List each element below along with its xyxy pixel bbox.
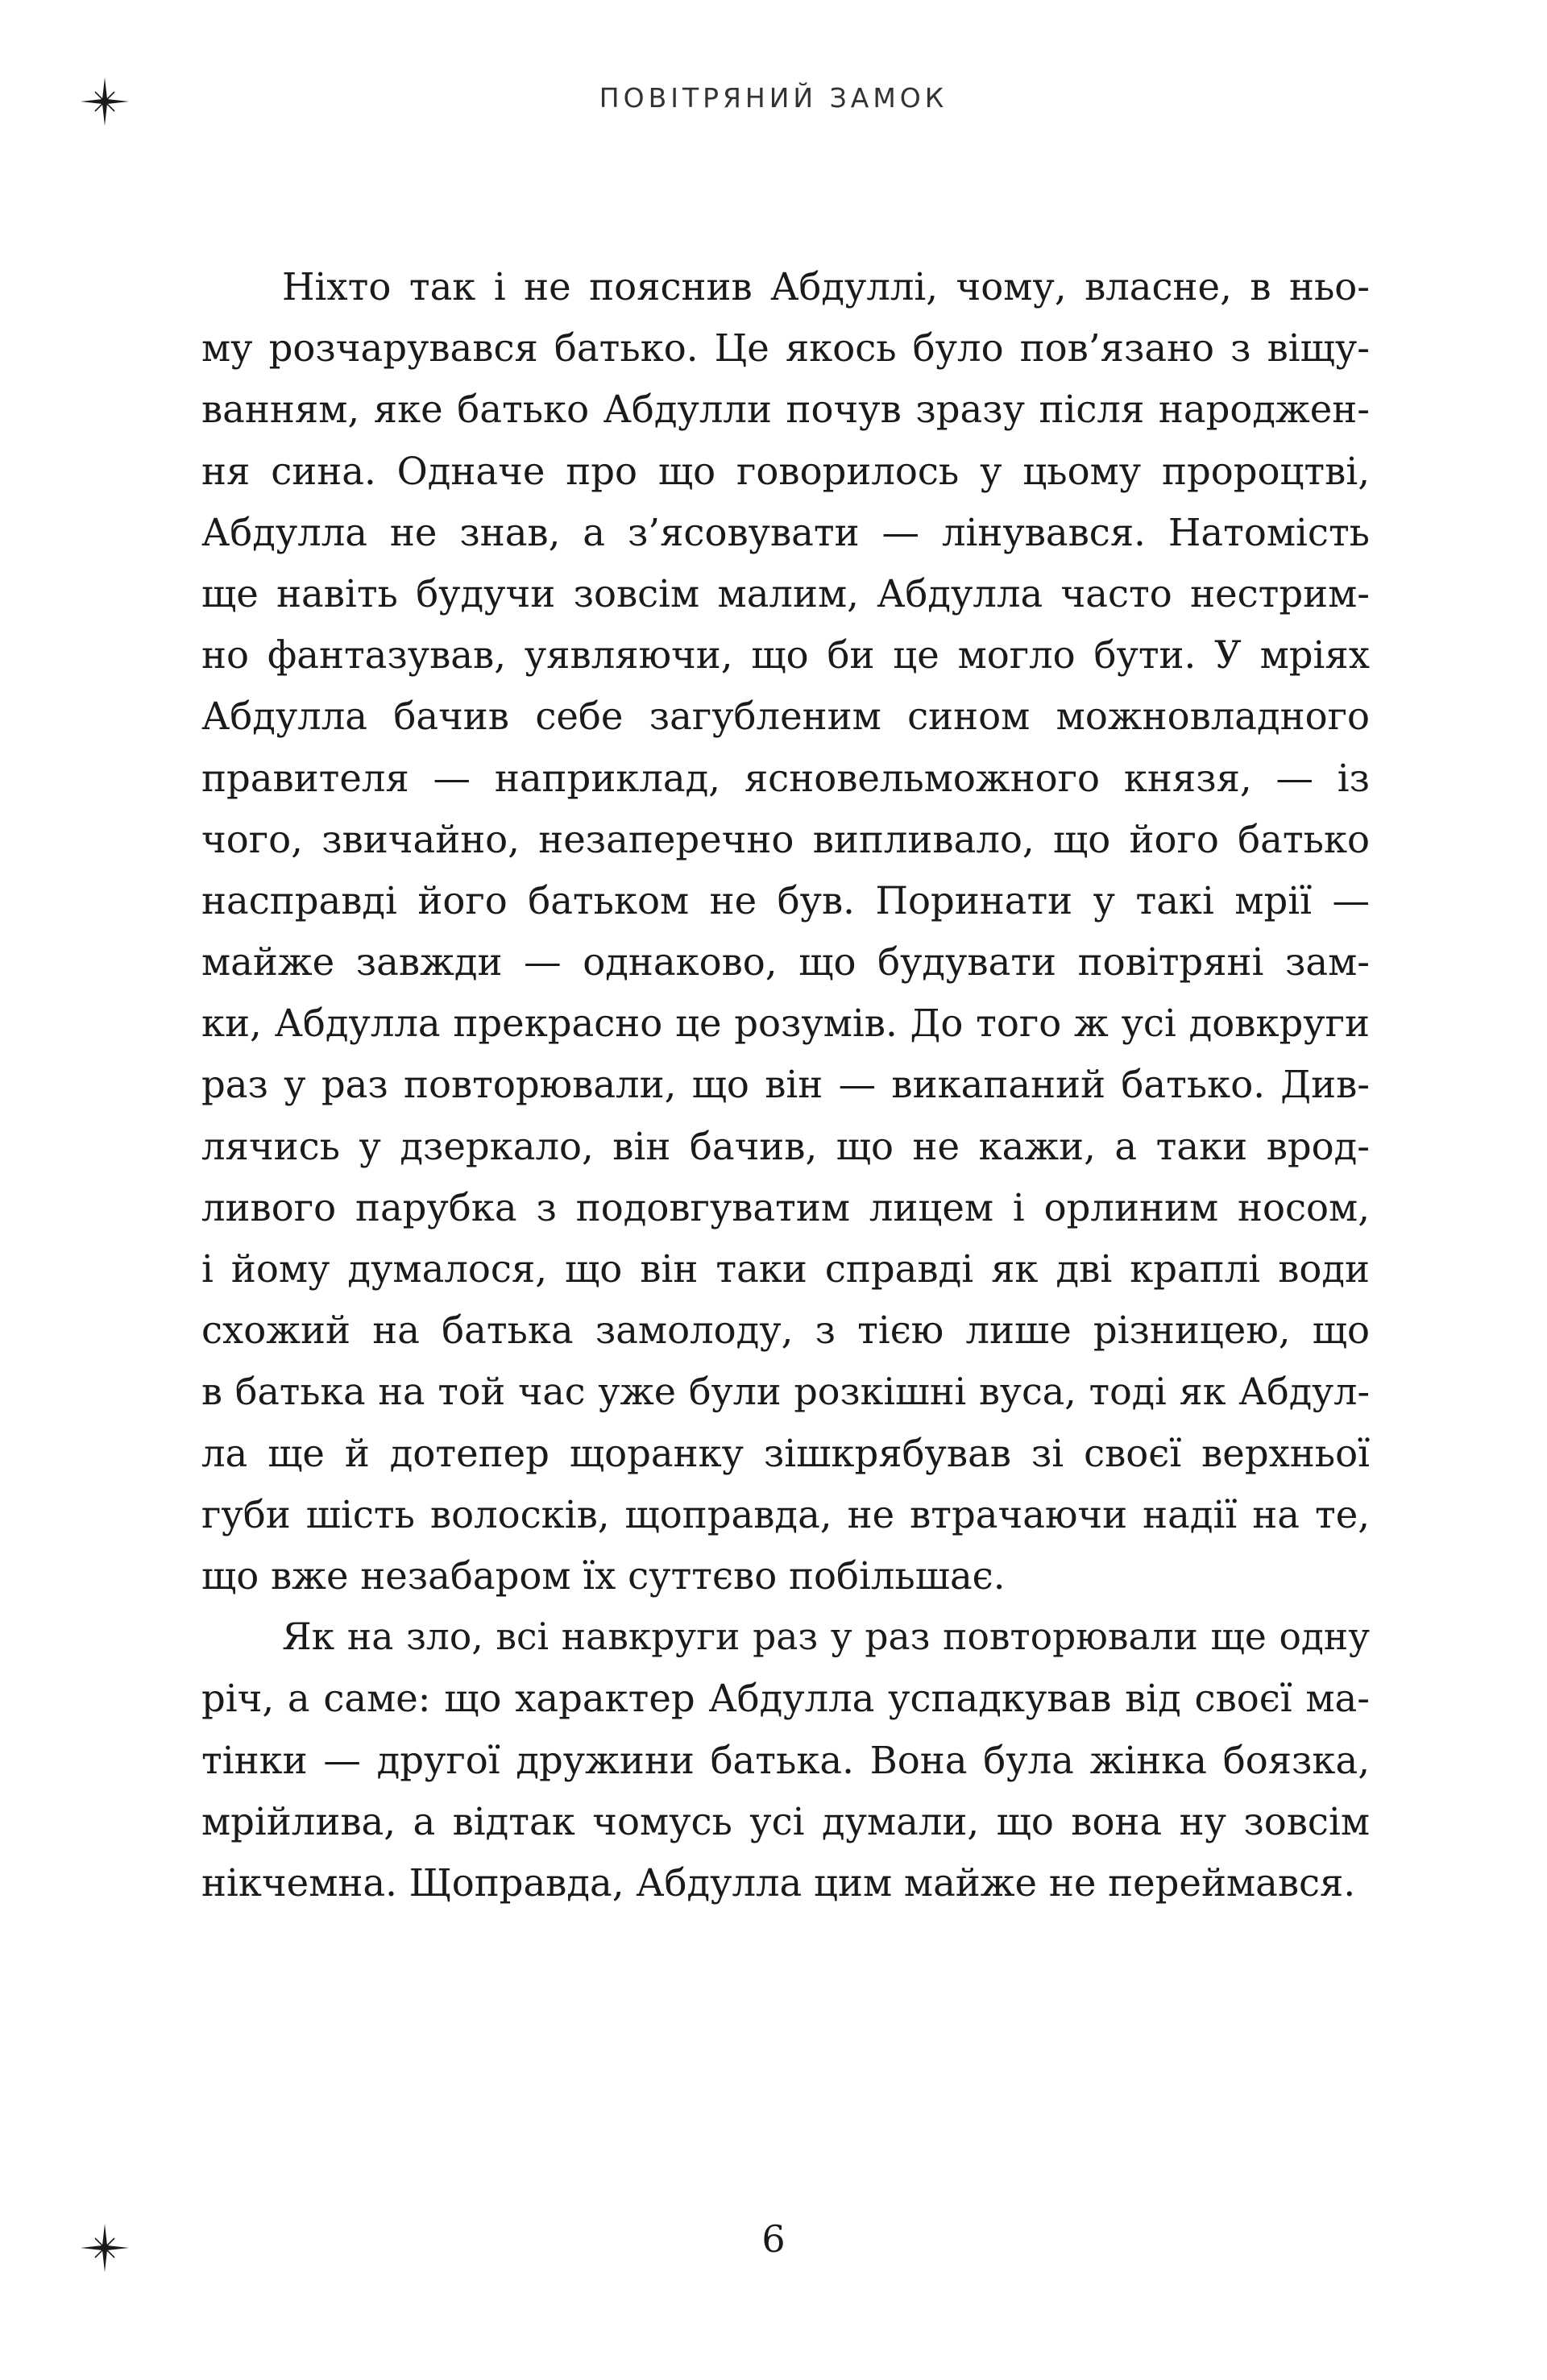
text-line: Ніхто так і не пояснив Абдуллі, чому, власне, в ньо-: [282, 265, 1370, 309]
paragraph-1: [201, 256, 1370, 1607]
text-line: насправді його батьком не був. Поринати у такі мрії —: [201, 878, 1370, 923]
text-line: річ, а саме: що характер Абдулла успадкував від своєї ма-: [201, 1677, 1370, 1721]
text-line: чого, звичайно, незаперечно випливало, що його батько: [201, 817, 1370, 861]
text-line: ки, Абдулла прекрасно це розумів. До того ж усі довкруги: [201, 1001, 1370, 1046]
body-text: [201, 256, 1370, 1914]
text-line: в батька на той час уже були розкішні вуса, тоді як Абдул-: [201, 1370, 1370, 1414]
text-line: ливого парубка з подовгуватим лицем і орлиним носом,: [201, 1185, 1370, 1229]
text-line: ла ще й дотепер щоранку зішкрябував зі своєї верхньої: [201, 1431, 1370, 1475]
text-line: схожий на батька замолоду, з тією лише різницею, що: [201, 1308, 1370, 1353]
text-line: і йому думалося, що він таки справді як дві краплі води: [201, 1247, 1370, 1291]
text-line: раз у раз повторювали, що він — викапаний батько. Див-: [201, 1063, 1370, 1107]
text-line: ня сина. Одначе про що говорилось у цьому пророцтві,: [201, 449, 1370, 493]
text-line: но фантазував, уявляючи, що би це могло бути. У мріях: [201, 633, 1370, 678]
paragraph-2: [201, 1607, 1370, 1914]
text-line: що вже незабаром їх суттєво побільшає.: [201, 1553, 1006, 1598]
text-line: майже завжди — однаково, що будувати повітряні зам-: [201, 940, 1370, 985]
text-line: губи шість волосків, щоправда, не втрачаючи надії на те,: [201, 1492, 1370, 1536]
text-line: мрійлива, а відтак чомусь усі думали, що вона ну зовсім: [201, 1799, 1370, 1843]
running-title: ПОВІТРЯНИЙ ЗАМОК: [599, 82, 948, 114]
page-number: 6: [761, 2217, 786, 2261]
text-line: лячись у дзеркало, він бачив, що не кажи, а таки врод-: [201, 1124, 1370, 1168]
text-line: Абдулла бачив себе загубленим сином можновладного: [201, 695, 1370, 739]
text-line: ванням, яке батько Абдулли почув зразу після народжен-: [201, 388, 1370, 432]
text-line: Як на зло, всі навкруги раз у раз повторювали ще одну: [282, 1615, 1370, 1659]
text-line: му розчарувався батько. Це якось було пов’язано з віщу-: [201, 326, 1370, 371]
text-line: Абдулла не знав, а з’ясовувати — лінувався. Натомість: [201, 510, 1370, 554]
text-line: тінки — другої дружини батька. Вона була жінка боязка,: [201, 1738, 1370, 1782]
text-line: нікчемна. Щоправда, Абдулла цим майже не переймався.: [201, 1860, 1356, 1905]
text-line: ще навіть будучи зовсім малим, Абдулла часто нестрим-: [201, 571, 1370, 616]
text-line: правителя — наприклад, ясновельможного князя, — із: [201, 756, 1370, 800]
